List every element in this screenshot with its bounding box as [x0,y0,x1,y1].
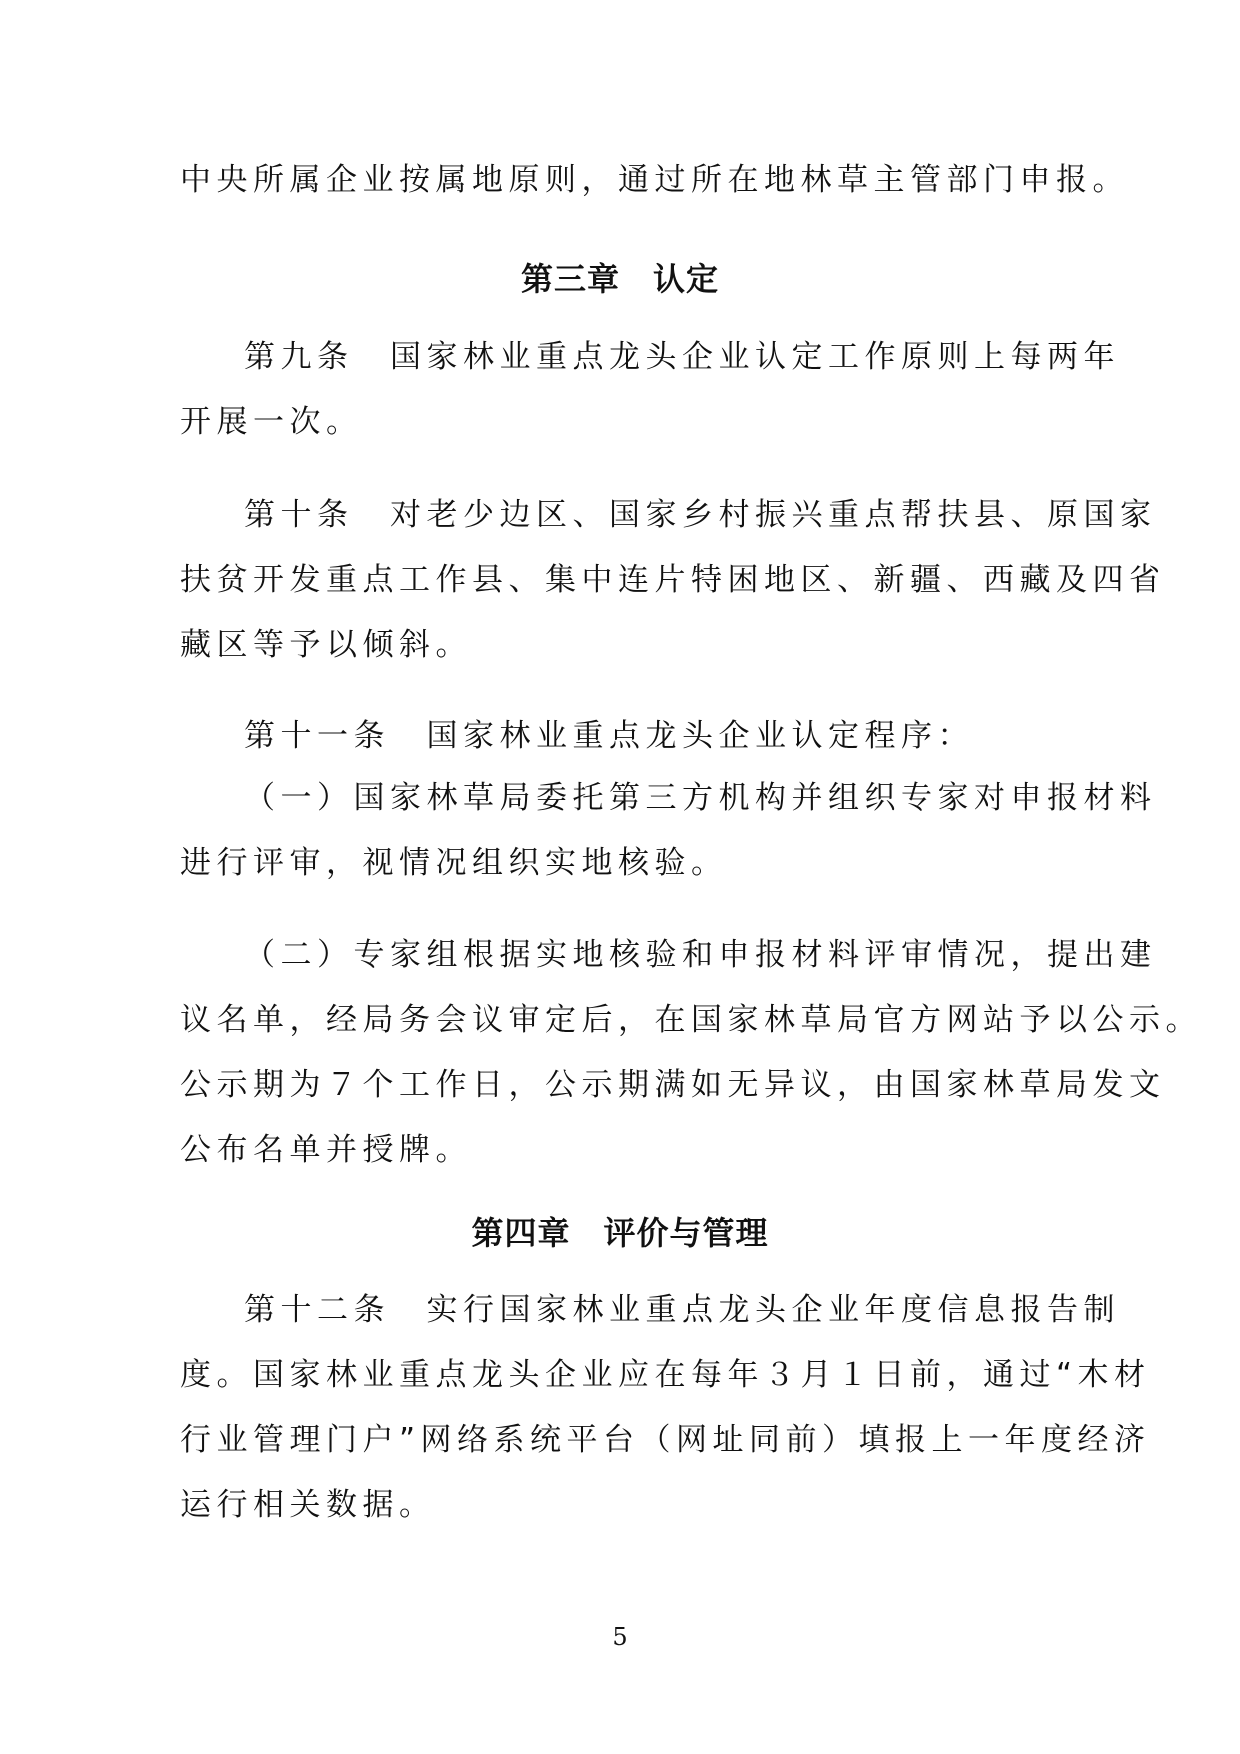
text-line: 开展一次。 [180,404,363,440]
page-number: 5 [612,1623,628,1651]
text-line: （一）国家林草局委托第三方机构并组织专家对申报材料 [244,780,1157,816]
text-line: 进行评审，视情况组织实地核验。 [180,845,728,881]
text-line: 运行相关数据。 [180,1487,436,1523]
paragraph-central-enterprises [180,148,1129,213]
article-10 [180,483,1166,678]
text-line: 第九条 国家林业重点龙头企业认定工作原则上每两年 [244,339,1120,375]
article-11 [180,704,1060,769]
text-line: 第十条 对老少边区、国家乡村振兴重点帮扶县、原国家 [244,497,1157,533]
article-12 [180,1278,1151,1538]
text-line: 扶贫开发重点工作县、集中连片特困地区、新疆、西藏及四省 [180,562,1166,598]
text-line: 公布名单并授牌。 [180,1132,472,1168]
text-line: 度。国家林业重点龙头企业应在每年３月１日前，通过“木材 [180,1357,1151,1393]
text-line: （二）专家组根据实地核验和申报材料评审情况，提出建 [244,937,1157,973]
text-line: 公示期为７个工作日，公示期满如无异议，由国家林草局发文 [180,1067,1166,1103]
chapter-heading-4: 第四章 评价与管理 [471,1214,769,1252]
text-line: 第十一条 国家林业重点龙头企业认定程序： [244,718,974,754]
text-line: 议名单，经局务会议审定后，在国家林草局官方网站予以公示。 [180,1002,1202,1038]
text-line: 藏区等予以倾斜。 [180,627,472,663]
article-9 [180,325,1120,455]
text-line: 第十二条 实行国家林业重点龙头企业年度信息报告制 [244,1292,1120,1328]
text-line: 行业管理门户”网络系统平台（网址同前）填报上一年度经济 [180,1422,1151,1458]
text-line: 中央所属企业按属地原则，通过所在地林草主管部门申报。 [180,162,1129,198]
article-11-item-2 [180,923,1202,1183]
article-11-item-1 [180,766,1157,896]
chapter-heading-3: 第三章 认定 [520,260,719,298]
